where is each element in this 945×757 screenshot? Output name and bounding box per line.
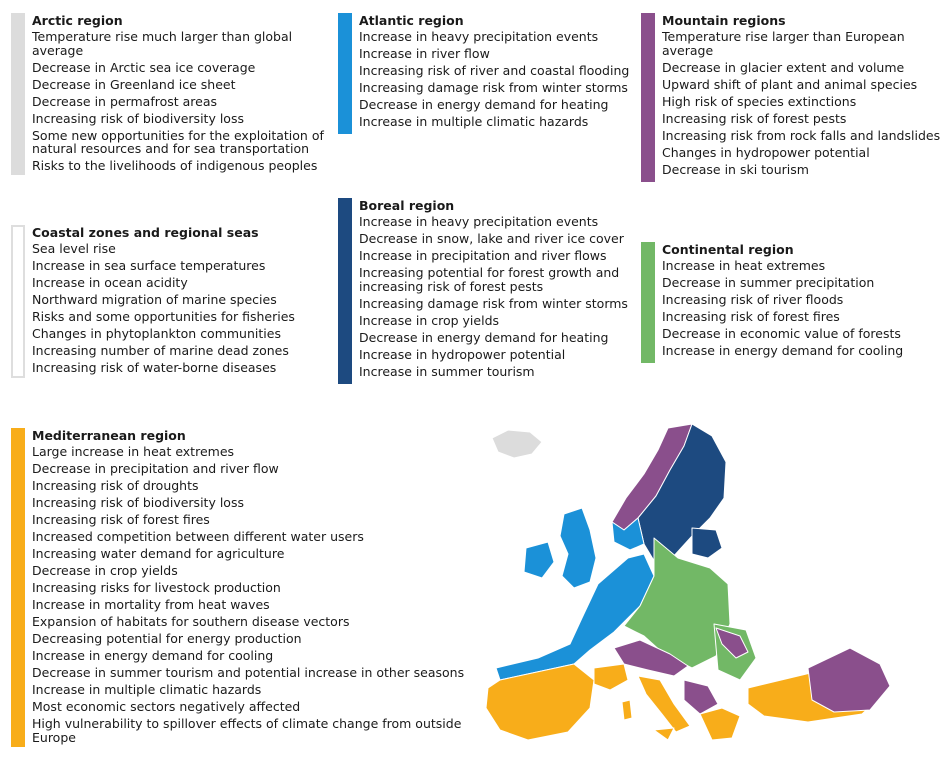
- list-item: Increasing risk of river and coastal flooding: [359, 63, 630, 78]
- region-atlantic: [338, 13, 644, 132]
- region-title: Arctic region: [32, 13, 123, 28]
- list-item: Increasing risk of forest fires: [662, 309, 840, 324]
- mountain-color-bar: [641, 13, 655, 182]
- list-item: Increase in river flow: [359, 46, 490, 61]
- list-item: Increasing risks for livestock production: [32, 580, 281, 595]
- list-item: Increase in sea surface temperatures: [32, 258, 266, 273]
- region-mediterranean: [11, 428, 482, 748]
- list-item: Sea level rise: [32, 241, 116, 256]
- list-item: Upward shift of plant and animal species: [662, 76, 918, 92]
- list-item: Decrease in permafrost areas: [32, 93, 218, 109]
- item-list: [662, 30, 945, 176]
- list-item: Decrease in precipitation and river flow: [32, 461, 279, 476]
- list-item: Decrease in Arctic sea ice coverage: [32, 59, 256, 75]
- list-item: Increase in heat extremes: [662, 258, 826, 273]
- arctic-color-bar: [11, 13, 25, 175]
- list-item: Changes in phytoplankton communities: [32, 326, 281, 341]
- list-item: Increase in ocean acidity: [32, 275, 188, 290]
- list-item: Decrease in snow, lake and river ice cover: [359, 231, 624, 246]
- list-item: Decreasing potential for energy production: [32, 631, 302, 646]
- mediterranean-color-bar: [11, 428, 25, 747]
- list-item: Increasing risk of forest pests: [662, 110, 847, 126]
- map-mediterranean-italy: [638, 676, 690, 732]
- item-list: [32, 242, 337, 375]
- region-mountain: [641, 13, 945, 180]
- list-item: Decrease in summer precipitation: [662, 275, 875, 290]
- boreal-color-bar: [338, 198, 352, 384]
- region-title: Mountain regions: [662, 13, 786, 28]
- map-mediterranean-sardinia: [622, 700, 632, 720]
- item-list: [32, 445, 482, 744]
- list-item: Temperature rise much larger than global average: [32, 29, 293, 58]
- list-item: Increasing water demand for agriculture: [32, 546, 285, 561]
- list-item: Decrease in Greenland ice sheet: [32, 76, 236, 92]
- list-item: Increase in energy demand for cooling: [662, 343, 904, 358]
- list-item: Most economic sectors negatively affected: [32, 699, 301, 714]
- map-mediterranean-sicily: [654, 728, 674, 740]
- list-item: Increase in summer tourism: [359, 363, 535, 379]
- list-item: Decrease in summer tourism and potential increase in other seasons: [32, 665, 465, 680]
- coastal-color-bar: [11, 225, 25, 378]
- item-list: [359, 215, 649, 378]
- map-boreal-baltic: [692, 528, 722, 558]
- atlantic-color-bar: [338, 13, 352, 134]
- list-item: Decrease in energy demand for heating: [359, 97, 609, 112]
- list-item: Increasing number of marine dead zones: [32, 343, 289, 358]
- region-arctic: [11, 13, 337, 176]
- list-item: Increase in multiple climatic hazards: [359, 114, 589, 129]
- list-item: Decrease in ski tourism: [662, 161, 809, 177]
- list-item: Decrease in crop yields: [32, 563, 178, 578]
- list-item: Increasing risk of water-borne diseases: [32, 360, 277, 375]
- list-item: Increase in mortality from heat waves: [32, 597, 270, 612]
- list-item: Changes in hydropower potential: [662, 144, 870, 160]
- list-item: Expansion of habitats for southern disease vectors: [32, 614, 350, 629]
- map-mountain-anatolia: [808, 648, 890, 712]
- list-item: Increasing risk of forest fires: [32, 512, 210, 527]
- region-title: Mediterranean region: [32, 428, 186, 443]
- list-item: Increase in crop yields: [359, 312, 500, 328]
- europe-regions-map: [478, 418, 898, 748]
- list-item: Increase in heavy precipitation events: [359, 214, 599, 229]
- list-item: Increasing risk of river floods: [662, 292, 844, 307]
- map-arctic-iceland: [492, 430, 542, 458]
- region-boreal: [338, 198, 649, 382]
- list-item: High risk of species extinctions: [662, 93, 857, 109]
- map-atlantic-ireland: [524, 542, 554, 578]
- map-atlantic-britain: [560, 508, 596, 588]
- region-title: Boreal region: [359, 198, 455, 213]
- list-item: Some new opportunities for the exploitation of natural resources and for sea transportation: [32, 127, 324, 156]
- list-item: Increasing potential for forest growth and increasing risk of forest pests: [359, 265, 620, 294]
- map-mediterranean-france: [594, 664, 628, 690]
- list-item: Increasing damage risk from winter storms: [359, 80, 628, 95]
- map-mountain-balkans: [684, 680, 718, 714]
- list-item: Decrease in energy demand for heating: [359, 329, 609, 345]
- list-item: Increasing risk from rock falls and landslides: [662, 127, 941, 143]
- list-item: Decrease in glacier extent and volume: [662, 59, 905, 75]
- region-title: Atlantic region: [359, 13, 464, 28]
- item-list: [662, 259, 945, 358]
- list-item: Temperature rise larger than European average: [662, 29, 905, 58]
- list-item: Decrease in economic value of forests: [662, 326, 901, 341]
- list-item: Risks and some opportunities for fisheries: [32, 309, 295, 324]
- list-item: Northward migration of marine species: [32, 292, 277, 307]
- map-mediterranean-greece: [700, 708, 740, 740]
- list-item: Increased competition between different water users: [32, 529, 364, 544]
- list-item: Increasing risk of droughts: [32, 478, 199, 493]
- region-title: Continental region: [662, 242, 794, 257]
- list-item: Large increase in heat extremes: [32, 444, 235, 459]
- region-coastal: [11, 225, 337, 378]
- continental-color-bar: [641, 242, 655, 363]
- list-item: Increase in multiple climatic hazards: [32, 682, 262, 697]
- list-item: Increase in precipitation and river flows: [359, 248, 607, 263]
- region-continental: [641, 242, 945, 361]
- item-list: [359, 30, 644, 129]
- list-item: Increasing damage risk from winter storms: [359, 295, 628, 311]
- region-title: Coastal zones and regional seas: [32, 225, 259, 240]
- list-item: Increasing risk of biodiversity loss: [32, 110, 244, 126]
- list-item: Risks to the livelihoods of indigenous peoples: [32, 158, 318, 173]
- list-item: High vulnerability to spillover effects of climate change from outside Europe: [32, 716, 462, 745]
- list-item: Increase in hydropower potential: [359, 346, 566, 362]
- list-item: Increase in heavy precipitation events: [359, 29, 599, 44]
- item-list: [32, 30, 337, 173]
- list-item: Increase in energy demand for cooling: [32, 648, 274, 663]
- list-item: Increasing risk of biodiversity loss: [32, 495, 244, 510]
